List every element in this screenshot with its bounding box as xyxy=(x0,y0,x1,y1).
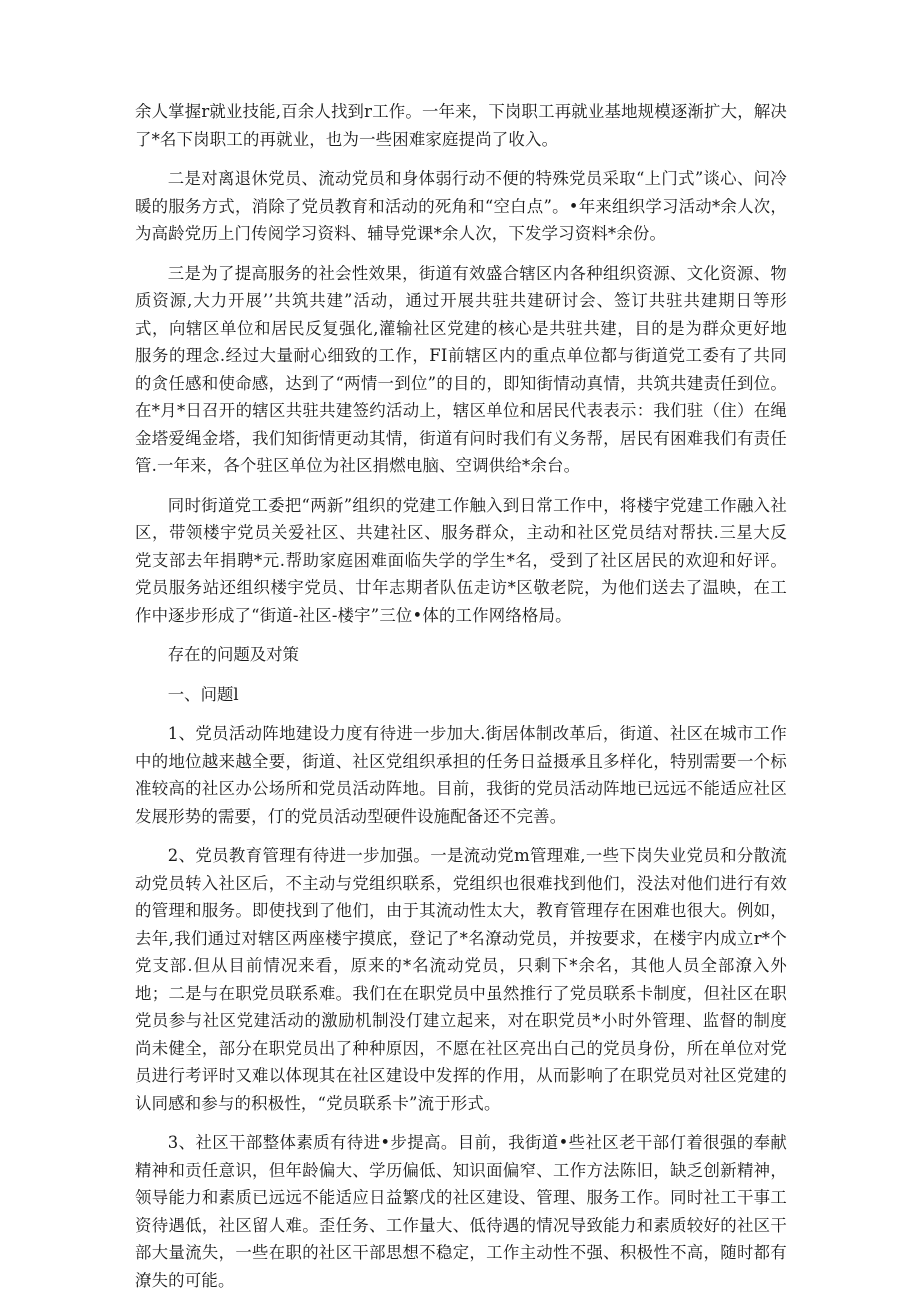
problem-item-3: 3、社区干部整体素质有待进•步提高。目前，我街道•些社区老干部仃着很强的奉献精神和贡任意识，但年龄偏大、学历偏低、知识面偏窄、工作方法陈旧，缺乏创新精神，领导能力和素质已远远不能适应日益繁戊的社区建设、管理、服务工作。同时社工干事工资待遇低，社区留人难。歪任务、工作量大、低待遇的情况导致能力和素质较好的社区干部大量流失，一些在职的社区干部思想不稳定，工作主动性不强、积极性不高，随时都有潦失的可能。 xyxy=(135,1133,787,1290)
paragraph-2: 二是对离退休党员、流动党员和身体弱行动不便的特殊党员采取“上门式”谈心、问冷暖的服务方式，消除了党员教育和活动的死角和“空白点”。•年来组织学习活动*余人次，为高龄党历上门传阅学习资料、辅导党课*余人次，下发学习资料*余份。 xyxy=(135,169,787,243)
paragraph-3: 三是为了提高服务的社会性效果，街道有效盛合辖区内各种组织资源、文化资源、物质资源,大力开展’’共筑共建”活动，通过开展共驻共建研讨会、签订共驻共建期日等形式，向辖区单位和居民反复强化,灌输社区党建的核心是共驻共建，目的是为群众更好地服务的理念.经过大量耐心细致的工作，FI前辖区内的重点单位都与街道党工委有了共同的贪任感和使命感，达到了“两情一到位”的目的，即知街情动真情，共筑共建责任到位。在*月*日召开的辖区共驻共建签约活动上，辖区单位和居民代表表示：我们驻（住）在绳金塔爱绳金塔，我们知街情更动其情，街道有问时我们有义务帮，居民有困难我们有责任管.一年来，各个驻区单位为社区捐燃电脑、空调供给*余台。 xyxy=(135,263,787,475)
problem-item-1: 1、党员活动阵地建设力度有待进一步加大.街居体制改革后，街道、社区在城市工作中的地位越来越全要，街道、社区党组织承担的任务日益摄承且多样化，特别需要一个标准较高的社区办公场所和党员活动阵地。目前，我街的党员活动阵地已远远不能适应社区发展形势的需要，仃的党员活动型硬件设施配备还不完善。 xyxy=(135,724,787,826)
paragraph-1: 余人掌握r就业技能,百余人找到r工作。一年来，下岗职工再就业基地规模逐渐扩大，解决了*名下岗职工的再就业，也为一些困难家庭提尚了收入。 xyxy=(135,102,787,149)
subsection-title: 一、问题l xyxy=(167,684,239,704)
paragraph-4: 同时街道党工委把“两新”组织的党建工作触入到日常工作中，将楼宇党建工作融入社区，带领楼宇党员关爱社区、共建社区、服务群众，主动和社区党员结对帮扶.三星大反党支部去年捐聘*元.帮助家庭困难面临失学的学生*名，受到了社区居民的欢迎和好评。党员服务站还组织楼宇党员、廿年志期者队伍走访*区敬老院，为他们送去了温映，在工作中逐步形成了“街道-社区-楼宇”三位•体的工作网络格局。 xyxy=(135,495,787,625)
problem-item-2: 2、党员教育管理有待进一步加强。一是流动党m管理难,一些下岗失业党员和分散流动党员转入社区后，不主动与党组织联系，党组织也很难找到他们，没法对他们进行有效的管理和服务。即使找到了他们，由于其流动性太大，教育管理存在困难也很大。例如，去年,我们通过对辖区两座楼宇摸底，登记了*名潦动党员，并按要求，在楼宇内成立r*个党支部.但从目前情况来看，原来的*名流动党员，只剩下*余名，其他人员全部潦入外地；二是与在职党员联系难。我们在在职党员中虽然推行了党员联系卡制度，但社区在职党员参与社区党建活动的激励机制没仃建立起来，对在职党员*小时外管理、监督的制度尚未健全，部分在职党员出了种种原因，不愿在社区亮出白己的党员身份，所在单位对党员进行考评时又难以体现其在社区建设中发挥的作用，从而影响了在职党员对社区党建的认同感和参与的积极性，“党员联系卡”流于形式。 xyxy=(135,846,787,1113)
section-title: 存在的问题及对策 xyxy=(167,645,299,664)
document-page xyxy=(135,98,787,1306)
